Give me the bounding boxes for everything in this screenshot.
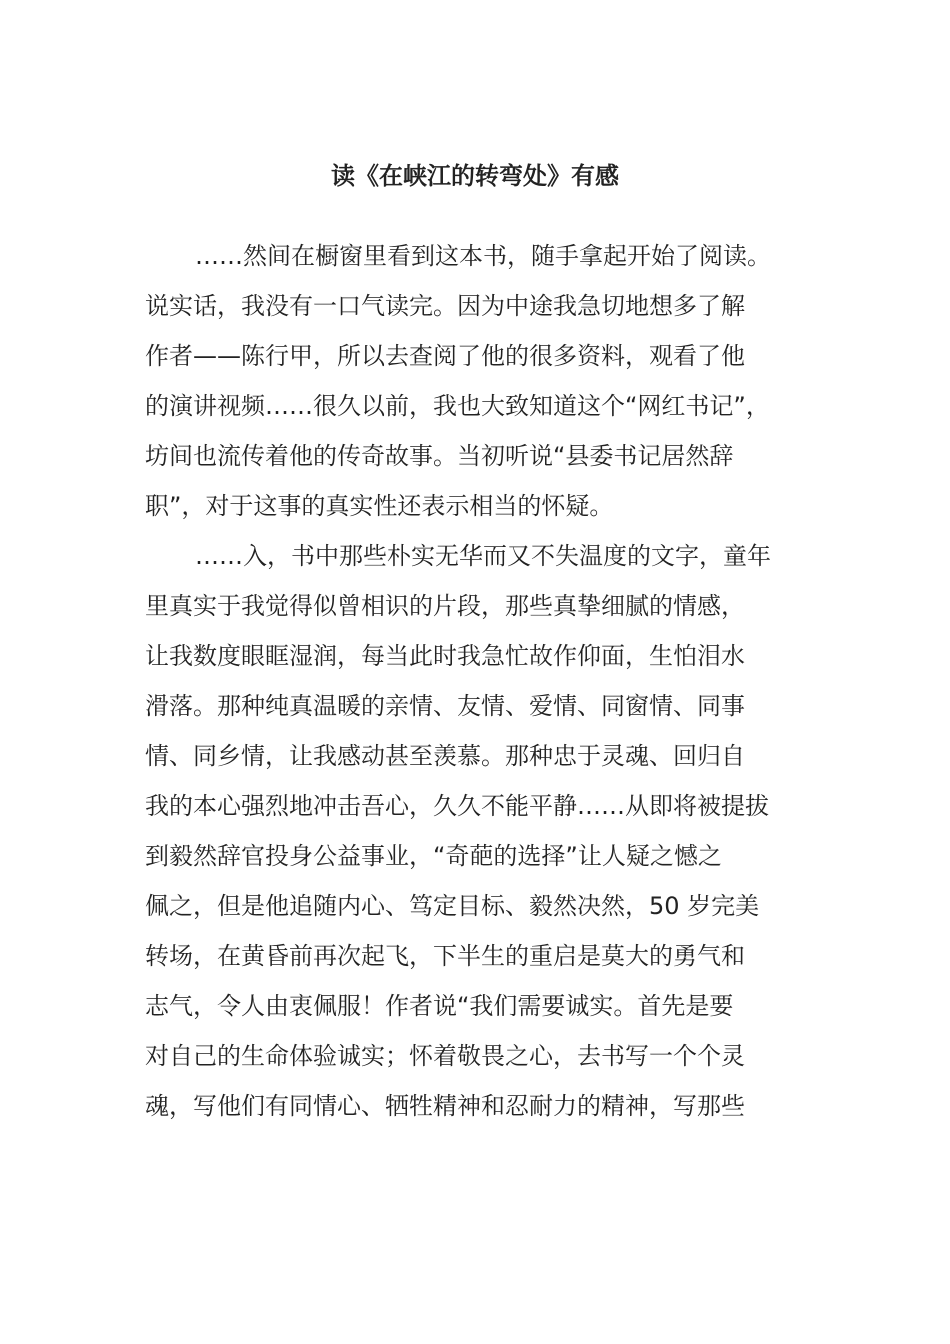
document-title: 读《在峡江的转弯处》有感 (331, 162, 619, 190)
paragraph-1-line-2: 说实话，我没有一口气读完。因为中途我急切地想多了解 (145, 292, 745, 320)
paragraph-2-line-1: ……入，书中那些朴实无华而又不失温度的文字，童年 (195, 542, 771, 570)
paragraph-2-line-7: 到毅然辞官投身公益事业，“奇葩的选择”让人疑之憾之 (145, 842, 722, 870)
paragraph-2-line-11: 对自己的生命体验诚实；怀着敬畏之心，去书写一个个灵 (145, 1042, 745, 1070)
paragraph-2-line-10: 志气，令人由衷佩服！作者说“我们需要诚实。首先是要 (145, 992, 734, 1020)
paragraph-1-line-5: 坊间也流传着他的传奇故事。当初听说“县委书记居然辞 (145, 442, 734, 470)
paragraph-2-line-12: 魂，写他们有同情心、牺牲精神和忍耐力的精神，写那些 (145, 1092, 745, 1120)
paragraph-2-line-6: 我的本心强烈地冲击吾心，久久不能平静……从即将被提拔 (145, 792, 769, 820)
paragraph-2-line-2: 里真实于我觉得似曾相识的片段，那些真挚细腻的情感， (145, 592, 745, 620)
paragraph-2-line-4: 滑落。那种纯真温暖的亲情、友情、爱情、同窗情、同事 (145, 692, 745, 720)
paragraph-1-line-3: 作者——陈行甲，所以去查阅了他的很多资料，观看了他 (145, 342, 745, 370)
paragraph-1-line-6: 职”，对于这事的真实性还表示相当的怀疑。 (145, 492, 614, 520)
paragraph-1-line-4: 的演讲视频……很久以前，我也大致知道这个“网红书记”， (145, 392, 770, 420)
paragraph-2-line-9: 转场，在黄昏前再次起飞，下半生的重启是莫大的勇气和 (145, 942, 745, 970)
paragraph-2-line-3: 让我数度眼眶湿润，每当此时我急忙故作仰面，生怕泪水 (145, 642, 745, 670)
paragraph-2-line-5: 情、同乡情，让我感动甚至羡慕。那种忠于灵魂、回归自 (145, 742, 745, 770)
paragraph-2-line-8: 佩之，但是他追随内心、笃定目标、毅然决然，50 岁完美 (145, 892, 760, 920)
paragraph-1-line-1: ……然间在橱窗里看到这本书，随手拿起开始了阅读。 (195, 242, 771, 270)
